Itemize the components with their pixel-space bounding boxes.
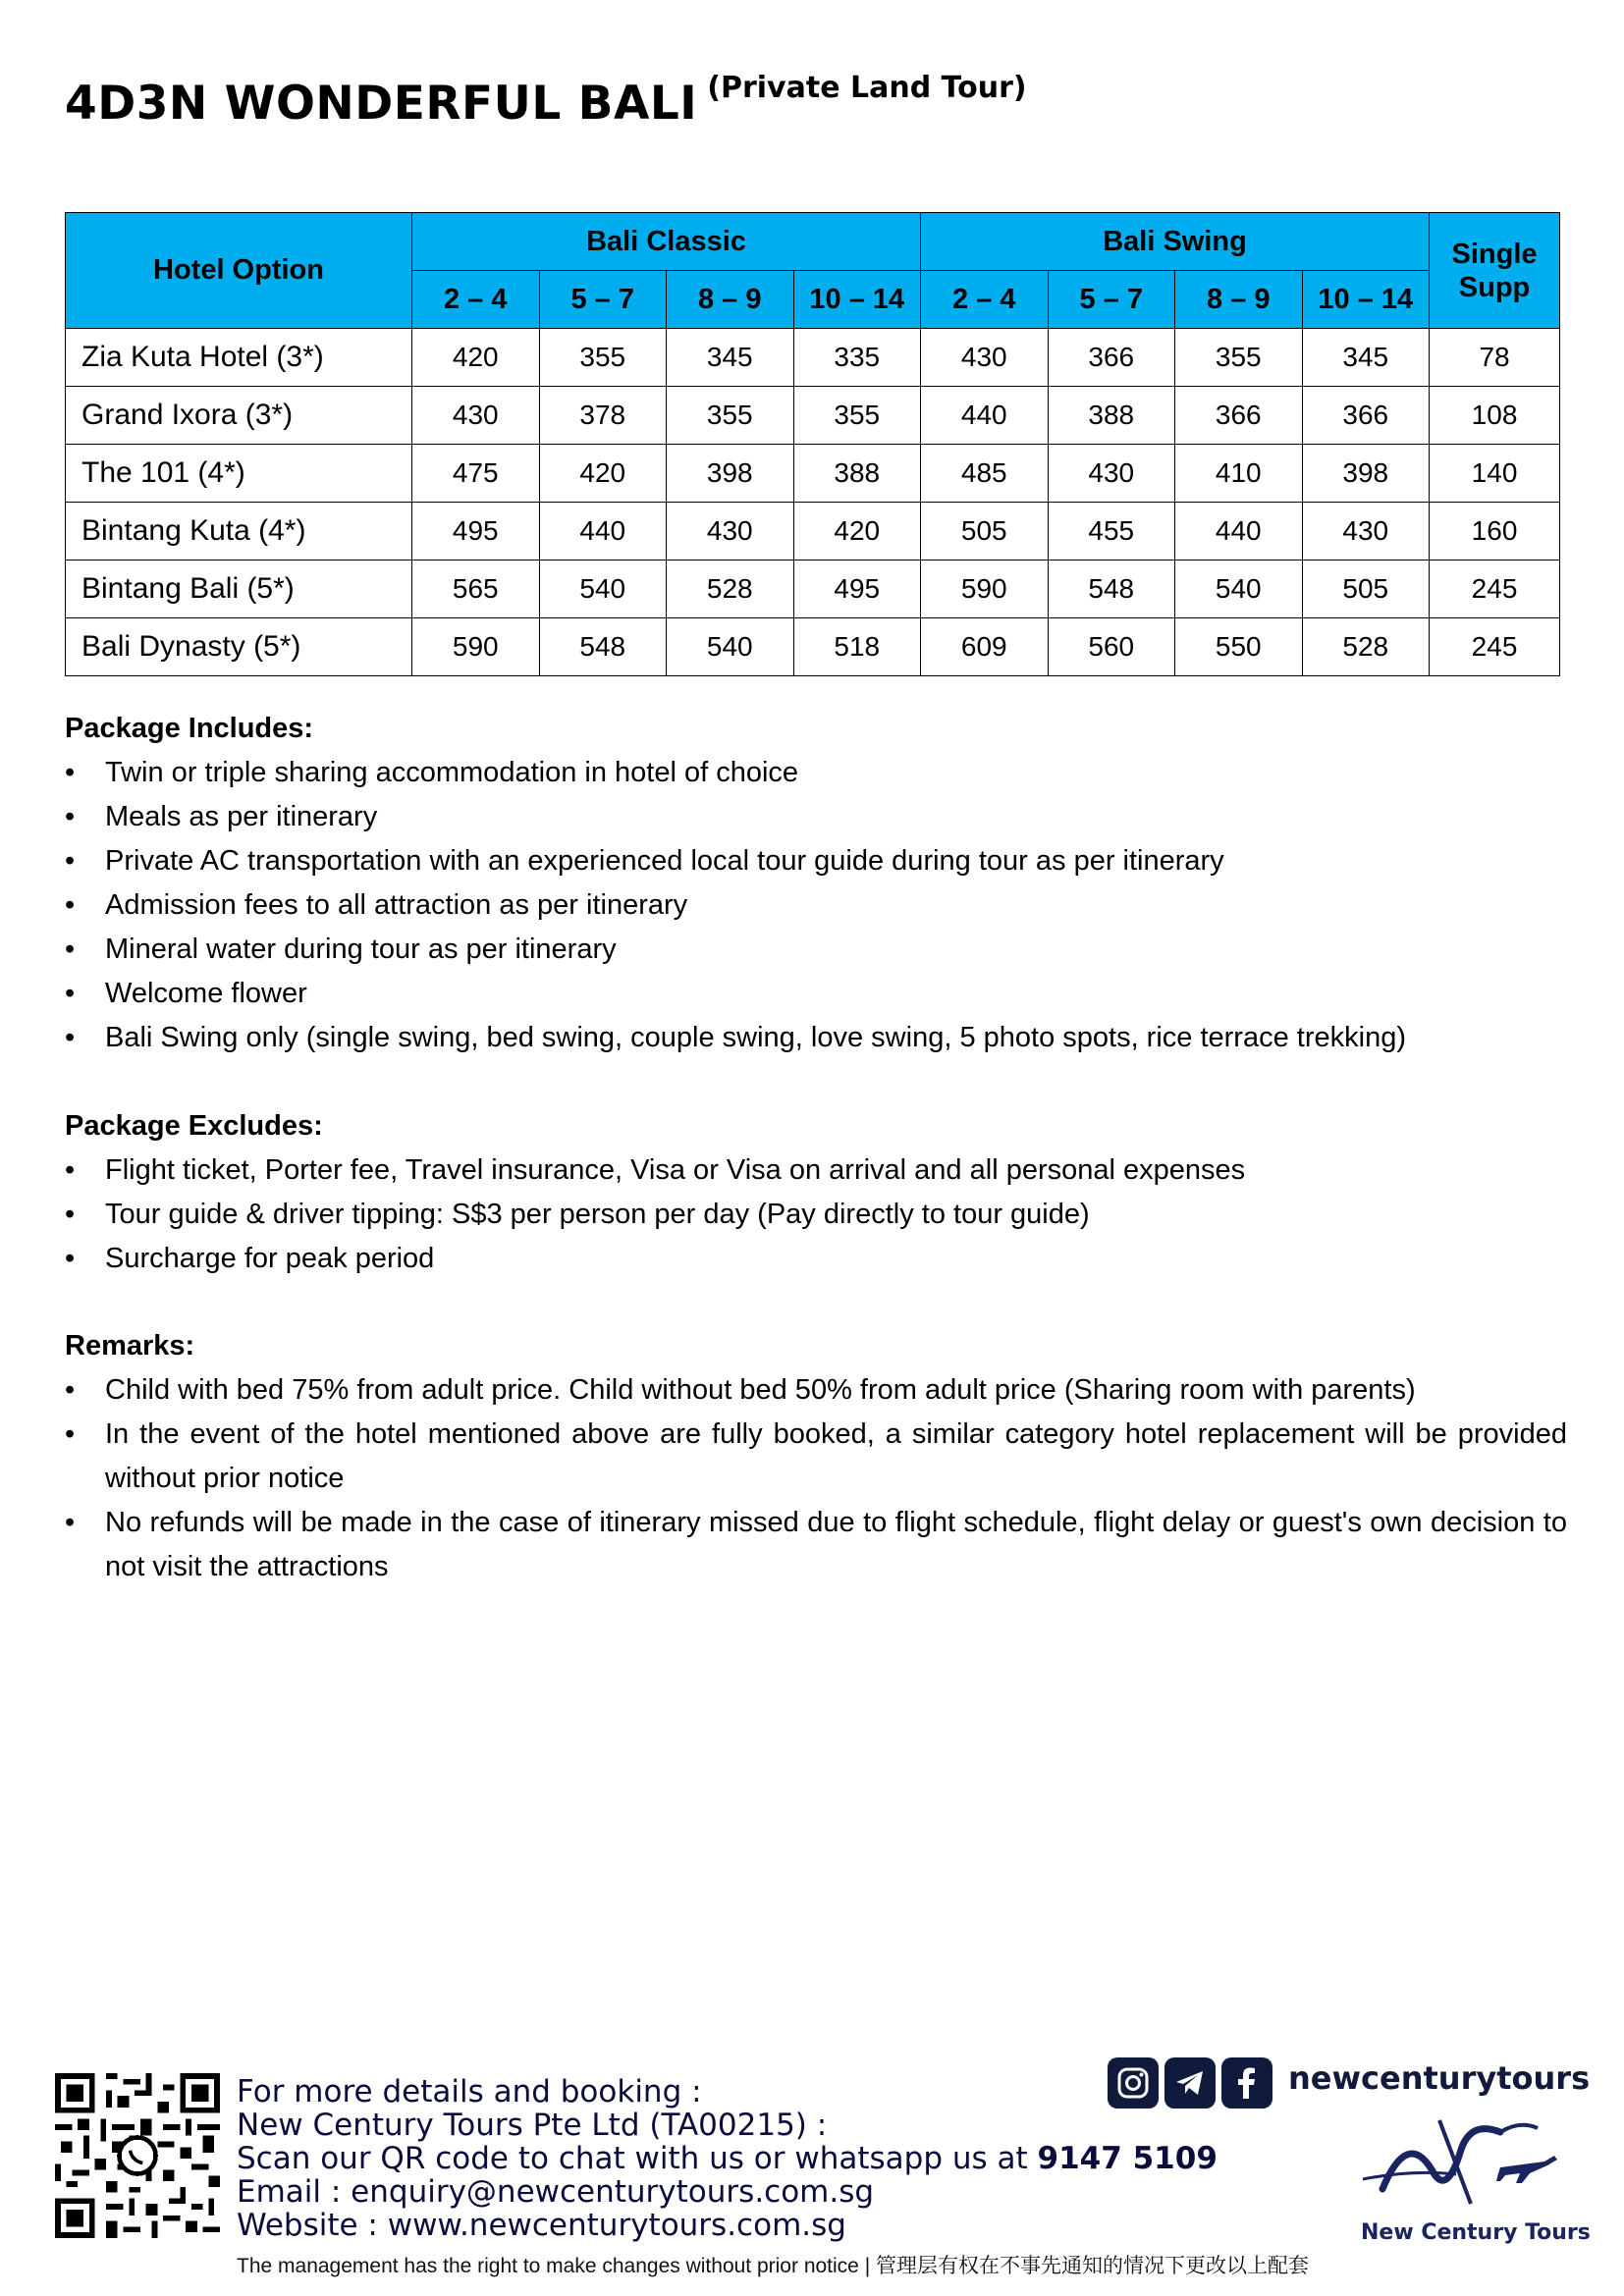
header-bali-classic: Bali Classic [412,213,921,271]
logo-text: New Century Tours [1361,2220,1591,2245]
price-cell: 430 [1048,445,1175,503]
hotel-name-cell: Bintang Kuta (4*) [66,503,412,561]
footer-line-website: Website : www.newcenturytours.com.sg [237,2208,846,2243]
price-cell: 366 [1175,387,1303,445]
price-cell: 505 [1302,561,1430,618]
price-cell: 590 [412,618,540,676]
hotel-name-cell: Zia Kuta Hotel (3*) [66,329,412,387]
header-bali-swing: Bali Swing [921,213,1430,271]
table-row [66,387,1560,445]
email-link[interactable]: enquiry@newcenturytours.com.sg [351,2174,875,2210]
price-cell: 420 [793,503,921,561]
facebook-icon[interactable] [1221,2057,1272,2109]
price-cell: 528 [1302,618,1430,676]
title-main: 4D3N WONDERFUL BALI [65,77,698,131]
remarks [65,1323,1567,1589]
table-row [66,445,1560,503]
price-cell: 609 [921,618,1049,676]
price-cell: 420 [539,445,667,503]
list-item: • Welcome flower [65,978,307,1009]
hotel-name-cell: Bali Dynasty (5*) [66,618,412,676]
list-item: • Tour guide & driver tipping: S$3 per person per day (Pay directly to tour guide) [65,1199,1090,1230]
price-cell: 455 [1048,503,1175,561]
table-row [66,561,1560,618]
instagram-icon[interactable] [1108,2057,1159,2109]
price-cell: 528 [667,561,794,618]
list-item: • Mineral water during tour as per itinerary [65,934,617,965]
footer-line-company: New Century Tours Pte Ltd (TA00215) : [237,2108,828,2143]
price-table [65,212,1560,676]
list-item: • Child with bed 75% from adult price. Child without bed 50% from adult price (Sharing room with parents) [65,1374,1416,1406]
price-cell: 440 [1175,503,1303,561]
price-cell: 430 [1302,503,1430,561]
price-cell: 495 [793,561,921,618]
includes-heading: Package Includes: [65,713,314,744]
price-cell: 398 [1302,445,1430,503]
social-icons [1108,2057,1272,2109]
price-cell: 366 [1302,387,1430,445]
header-pax-range: 5 – 7 [1048,271,1175,329]
price-cell: 485 [921,445,1049,503]
package-includes [65,706,1567,1060]
price-cell: 518 [793,618,921,676]
hotel-name-cell: Grand Ixora (3*) [66,387,412,445]
list-item: • Private AC transportation with an experienced local tour guide during tour as per itinerary [65,845,1224,877]
price-cell: 345 [667,329,794,387]
price-cell: 548 [539,618,667,676]
package-excludes [65,1103,1567,1281]
footer-line-booking: For more details and booking : [237,2074,702,2109]
single-supp-cell: 245 [1430,618,1560,676]
header-pax-range: 5 – 7 [539,271,667,329]
footer-line-email: Email : enquiry@newcenturytours.com.sg [237,2174,875,2210]
list-item: • Admission fees to all attraction as per itinerary [65,889,688,921]
website-link[interactable]: www.newcenturytours.com.sg [387,2208,846,2243]
footer-contact [237,2075,1218,2242]
title-subtitle: (Private Land Tour) [707,71,1027,105]
social-handle[interactable]: newcenturytours [1288,2059,1591,2097]
hotel-name-cell: Bintang Bali (5*) [66,561,412,618]
price-cell: 355 [793,387,921,445]
price-cell: 548 [1048,561,1175,618]
list-item: • Meals as per itinerary [65,801,378,832]
header-pax-range: 10 – 14 [793,271,921,329]
header-single-supp: Single Supp [1430,213,1560,329]
remarks-heading: Remarks: [65,1330,195,1362]
price-cell: 430 [667,503,794,561]
single-supp-cell: 160 [1430,503,1560,561]
header-pax-range: 8 – 9 [1175,271,1303,329]
telegram-icon[interactable] [1164,2057,1216,2109]
price-cell: 345 [1302,329,1430,387]
single-supp-cell: 108 [1430,387,1560,445]
disclaimer: The management has the right to make changes without prior notice | 管理层有权在不事先通知的情况下更改以上配套 [237,2255,1309,2277]
header-pax-range: 10 – 14 [1302,271,1430,329]
price-cell: 420 [412,329,540,387]
price-cell: 475 [412,445,540,503]
price-cell: 560 [1048,618,1175,676]
list-item: • Flight ticket, Porter fee, Travel insurance, Visa or Visa on arrival and all personal expenses [65,1154,1246,1186]
price-cell: 495 [412,503,540,561]
price-cell: 430 [921,329,1049,387]
table-row [66,503,1560,561]
price-cell: 590 [921,561,1049,618]
price-cell: 366 [1048,329,1175,387]
list-item: • No refunds will be made in the case of itinerary missed due to flight schedule, flight delay or guest's own decision to not visit the attractions [65,1507,1567,1582]
price-cell: 355 [539,329,667,387]
price-cell: 398 [667,445,794,503]
page-title [65,71,1027,131]
list-item: • Twin or triple sharing accommodation in hotel of choice [65,757,799,788]
price-cell: 335 [793,329,921,387]
phone-number[interactable]: 9147 5109 [1037,2141,1218,2176]
table-row [66,329,1560,387]
whatsapp-icon [119,2137,155,2173]
header-hotel-option: Hotel Option [66,213,412,329]
hotel-name-cell: The 101 (4*) [66,445,412,503]
price-cell: 540 [539,561,667,618]
price-cell: 355 [667,387,794,445]
single-supp-cell: 140 [1430,445,1560,503]
price-cell: 550 [1175,618,1303,676]
footer-line-whatsapp: Scan our QR code to chat with us or whatsapp us at 9147 5109 [237,2141,1218,2176]
price-cell: 378 [539,387,667,445]
list-item: • Bali Swing only (single swing, bed swing, couple swing, love swing, 5 photo spots, rice terrace trekking) [65,1022,1406,1053]
price-cell: 430 [412,387,540,445]
price-cell: 540 [1175,561,1303,618]
qr-code[interactable] [55,2073,220,2238]
price-cell: 410 [1175,445,1303,503]
price-cell: 440 [921,387,1049,445]
price-cell: 565 [412,561,540,618]
price-cell: 540 [667,618,794,676]
price-cell: 388 [793,445,921,503]
table-row [66,618,1560,676]
single-supp-cell: 245 [1430,561,1560,618]
list-item: • Surcharge for peak period [65,1243,435,1274]
header-pax-range: 2 – 4 [921,271,1049,329]
list-item: • In the event of the hotel mentioned above are fully booked, a similar category hotel replacement will be provided without prior notice [65,1418,1567,1494]
header-pax-range: 8 – 9 [667,271,794,329]
price-cell: 505 [921,503,1049,561]
price-cell: 440 [539,503,667,561]
price-cell: 355 [1175,329,1303,387]
header-pax-range: 2 – 4 [412,271,540,329]
new-century-tours-logo [1353,2110,1559,2218]
price-cell: 388 [1048,387,1175,445]
excludes-heading: Package Excludes: [65,1110,323,1142]
single-supp-cell: 78 [1430,329,1560,387]
